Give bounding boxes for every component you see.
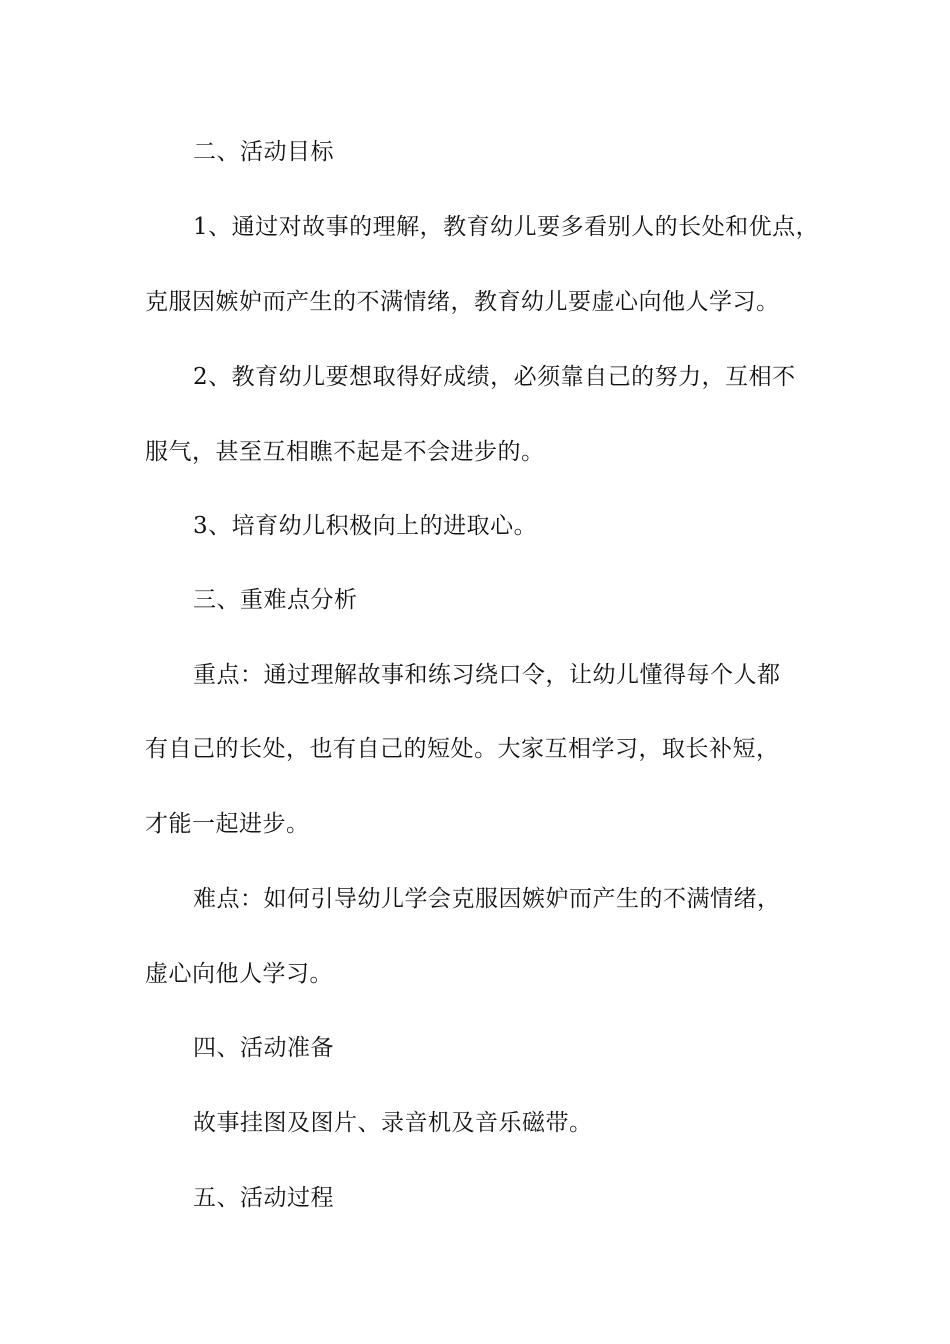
paragraph-line: 虚心向他人学习。 bbox=[145, 961, 333, 987]
heading-key-difficulties: 三、重难点分析 bbox=[193, 587, 358, 613]
paragraph-line: 重点：通过理解故事和练习绕口令，让幼儿懂得每个人都 bbox=[193, 662, 781, 688]
heading-activity-process: 五、活动过程 bbox=[193, 1185, 334, 1211]
paragraph-line: 才能一起进步。 bbox=[145, 811, 310, 837]
paragraph-line: 服气，甚至互相瞧不起是不会进步的。 bbox=[145, 439, 545, 465]
heading-activity-preparation: 四、活动准备 bbox=[193, 1035, 334, 1061]
paragraph-line: 有自己的长处，也有自己的短处。大家互相学习，取长补短， bbox=[145, 736, 780, 762]
paragraph-line: 1、通过对故事的理解，教育幼儿要多看别人的长处和优点， bbox=[193, 214, 820, 240]
paragraph-line: 2、教育幼儿要想取得好成绩，必须靠自己的努力，互相不 bbox=[193, 364, 796, 390]
paragraph-line: 故事挂图及图片、录音机及音乐磁带。 bbox=[193, 1110, 593, 1136]
paragraph-line: 3、培育幼儿积极向上的进取心。 bbox=[193, 513, 538, 539]
paragraph-line: 克服因嫉妒而产生的不满情绪，教育幼儿要虚心向他人学习。 bbox=[145, 289, 780, 315]
heading-activity-goals: 二、活动目标 bbox=[193, 139, 334, 165]
paragraph-line: 难点：如何引导幼儿学会克服因嫉妒而产生的不满情绪， bbox=[193, 886, 781, 912]
